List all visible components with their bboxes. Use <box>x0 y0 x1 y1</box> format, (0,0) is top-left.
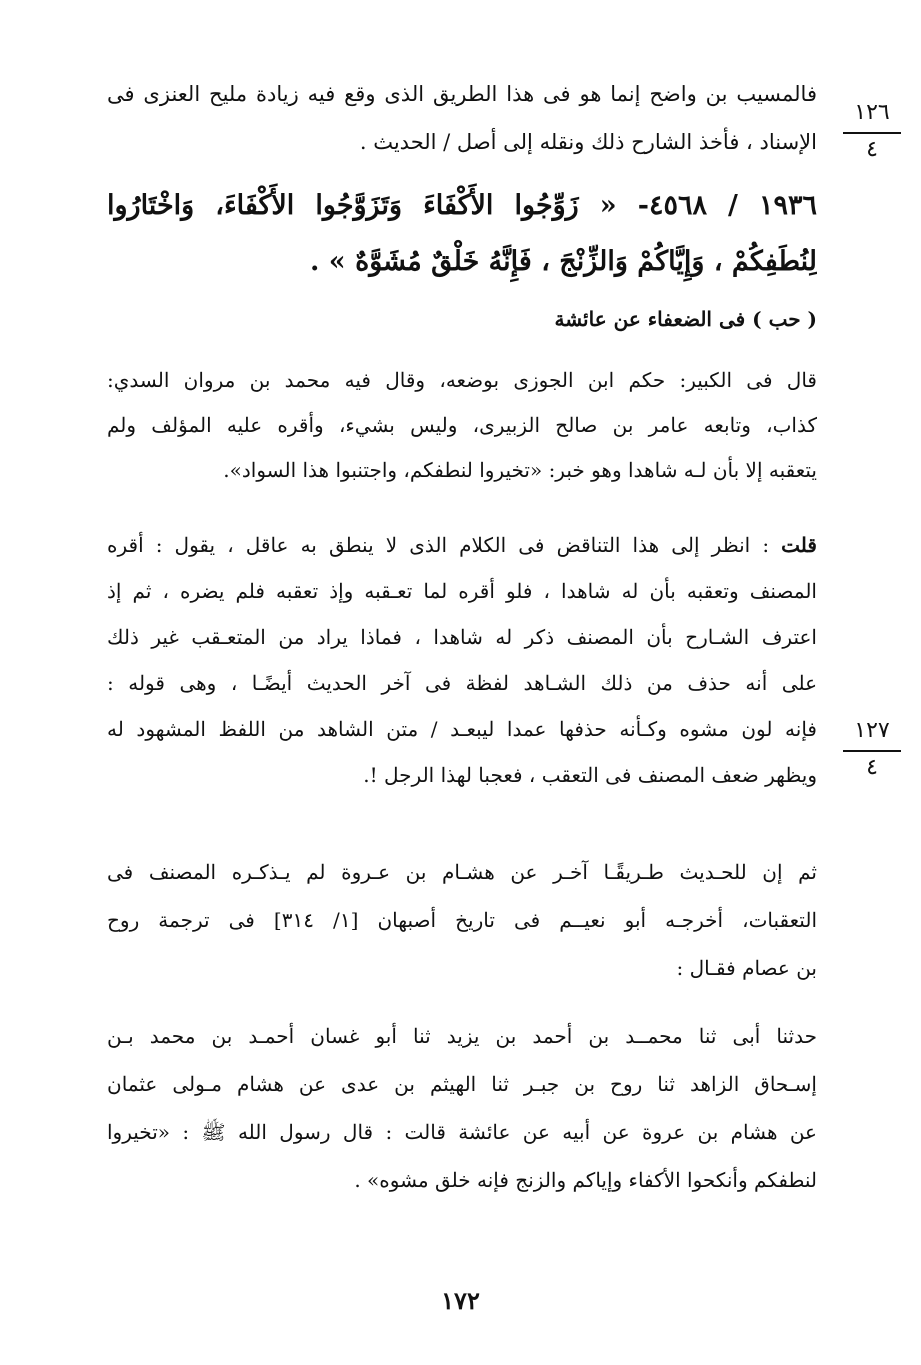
text-line: المصنف وتعقبه بأن له شاهدا ، فلو أقره لما تعـقبه وإذ تعقبه فلم يضره ، ثم إذ <box>107 579 817 603</box>
text-line: عن هشام بن عروة عن أبيه عن عائشة قالت : قال رسول الله ﷺ : «تخيروا <box>107 1120 817 1144</box>
hadith-source <box>107 304 817 334</box>
text-line: كذاب، وتابعه عامر بن صالح الزبيرى، وليس بشيء، وأقره عليه المؤلف ولم <box>107 413 817 437</box>
text-line: قال فى الكبير: حكم ابن الجوزى بوضعه، وقال فيه محمد بن مروان السدي: <box>107 368 817 392</box>
margin-reference-vol127 <box>842 716 902 782</box>
margin-divider <box>843 750 901 752</box>
text-line: اعترف الشـارح بأن المصنف ذكر له شاهدا ، فماذا يراد من المتعـقب غير ذلك <box>107 625 817 649</box>
text-line: ويظهر ضعف المصنف فى التعقب ، فعجبا لهذا الرجل !. <box>363 763 817 787</box>
text-line: ثم إن للحـديث طـريقًـا آخـر عن هشـام بن عـروة لم يـذكـره المصنف فى <box>107 860 817 884</box>
margin-divider <box>843 132 901 134</box>
text-line: لنطفكم وأنكحوا الأكفاء وإياكم والزنج فإنه خلق مشوه» . <box>354 1168 817 1192</box>
text-line: يتعقبه إلا بأن لـه شاهدا وهو خبر: «تخيروا لنطفكم، واجتنبوا هذا السواد». <box>223 458 817 482</box>
text-line: فإنه لون مشوه وكـأنه حذفها عمدا ليبعـد / متن الشاهد من اللفظ المشهود له <box>107 717 817 741</box>
text-line: بن عصام فقـال : <box>676 956 817 980</box>
hadith-line: ١٩٣٦ / ٤٥٦٨- « زَوِّجُوا الأَكْفَاءَ وَتَزَوَّجُوا الأَكْفَاءَ، وَاخْتَارُوا <box>107 190 817 221</box>
second-path-paragraph <box>107 848 817 992</box>
page-number: ١٧٢ <box>441 1286 480 1315</box>
text-line: على أنه حذف من ذلك الشـاهد لفظة فى آخر الحديث أيضًـا ، وهى قوله : <box>107 671 817 695</box>
margin-reference-vol126 <box>842 98 902 164</box>
hadith-line: لِنُطَفِكُمْ ، وَإِيَّاكُمْ وَالزِّنْجَ ، فَإِنَّهُ خَلْقٌ مُشَوَّهٌ » . <box>310 246 817 277</box>
text-line: التعقبات، أخرجـه أبو نعيــم فى تاريخ أصبهان [١/ ٣١٤] فى ترجمة روح <box>107 908 817 932</box>
margin-volume-number: ١٢٦ <box>854 100 890 125</box>
margin-page-number: ٤ <box>866 755 878 780</box>
commentary-paragraph <box>107 358 817 493</box>
isnad-paragraph <box>107 1012 817 1204</box>
text-line: حدثنا أبى ثنا محمــد بن أحمد بن يزيد ثنا أبو غسان أحمـد بن محمد بـن <box>107 1024 817 1048</box>
intro-paragraph <box>107 70 817 166</box>
margin-page-number: ٤ <box>866 137 878 162</box>
text-line: فالمسيب بن واضح إنما هو فى هذا الطريق الذى وقع فيه زيادة مليح العنزى فى <box>107 82 817 106</box>
source-line: ( حب ) فى الضعفاء عن عائشة <box>554 307 817 331</box>
qult-paragraph <box>107 522 817 798</box>
text-line: الإسناد ، فأخذ الشارح ذلك ونقله إلى أصل / الحديث . <box>359 130 817 154</box>
hadith-text <box>107 178 817 290</box>
margin-volume-number: ١٢٧ <box>854 718 890 743</box>
text-span: : انظر إلى هذا التناقض فى الكلام الذى لا ينطق به عاقل ، يقول : أقره <box>107 533 782 557</box>
text-line <box>107 522 817 568</box>
text-line: إسـحاق الزاهد ثنا روح بن جبـر ثنا الهيثم بن عدى عن هشام مـولى عثمان <box>107 1072 817 1096</box>
qult-label: قلت <box>781 533 817 557</box>
